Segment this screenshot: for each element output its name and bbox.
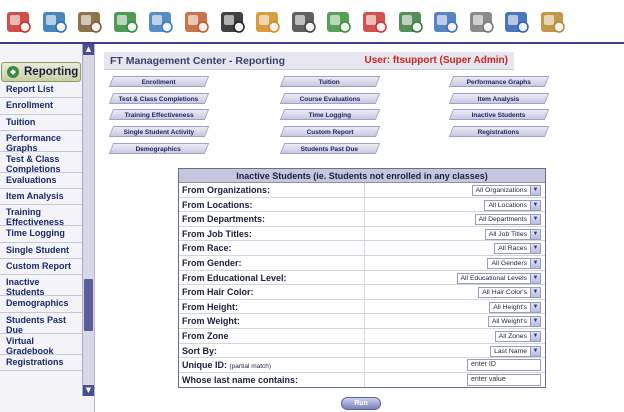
main-content (96, 44, 624, 412)
sidebar-item-custom-report[interactable]: Custom Report (0, 259, 82, 275)
filter-row (179, 373, 545, 388)
filter-select-value: All Locations (488, 201, 527, 209)
filter-select-value: All Genders (491, 259, 527, 267)
filter-row (179, 300, 545, 315)
filter-label (179, 300, 365, 314)
filter-label (179, 344, 365, 358)
filter-row (179, 241, 545, 256)
nav-button-label: Item Analysis (477, 96, 520, 103)
nav-button-training-effectiveness[interactable] (109, 109, 209, 120)
nav-button-label: Registrations (477, 129, 520, 136)
filter-select-value: All Organizations (475, 187, 527, 194)
filter-select[interactable] (485, 229, 541, 240)
filter-control-cell (365, 344, 545, 358)
filter-label-text: From Zone (182, 330, 229, 341)
help-user-icon[interactable] (502, 4, 532, 38)
filter-label-note: (partial match) (229, 363, 272, 371)
sidebar-item-enrollment[interactable]: Enrollment (0, 98, 82, 114)
filter-label-text: From Weight: (182, 316, 240, 327)
sidebar-list (0, 82, 82, 371)
sidebar-item-virtual-gradebook[interactable]: Virtual Gradebook (0, 334, 82, 355)
sidebar-heading-label: Reporting (24, 66, 79, 78)
filter-label (179, 241, 365, 255)
scrollbar-thumb[interactable] (84, 279, 93, 331)
chevron-down-icon[interactable]: ▼ (530, 186, 540, 195)
add-window-icon[interactable] (324, 4, 354, 38)
filter-control-cell (365, 271, 545, 285)
filter-label (179, 183, 365, 197)
chevron-down-icon[interactable]: ▼ (530, 332, 540, 341)
chevron-down-icon[interactable]: ▼ (530, 303, 540, 312)
sidebar-scrollbar[interactable] (82, 44, 94, 396)
filter-select-value: All Height's (493, 303, 527, 311)
filter-row (179, 314, 545, 329)
filter-select[interactable] (472, 185, 541, 196)
chevron-down-icon[interactable]: ▼ (530, 201, 540, 210)
filter-label (179, 256, 365, 270)
tree-icon[interactable] (111, 4, 141, 38)
settings-gears-icon[interactable] (467, 4, 497, 38)
graduate-icon[interactable] (218, 4, 248, 38)
nav-button-custom-report[interactable] (280, 126, 380, 137)
filter-label (179, 329, 365, 343)
sidebar-item-students-past-due[interactable]: Students Past Due (0, 313, 82, 334)
nav-button-label: Custom Report (306, 129, 354, 136)
filter-select-value: All Races (498, 245, 527, 253)
nav-button-students-past-due[interactable] (280, 143, 380, 154)
filter-row (179, 344, 545, 359)
filter-select-value: All Hair Color's (482, 289, 527, 297)
film-reel-icon[interactable] (289, 4, 319, 38)
filter-rows (179, 183, 545, 387)
nav-button-single-student-activity[interactable] (109, 126, 209, 137)
filter-select-value: All Weight's (491, 318, 527, 326)
icon-toolbar (0, 0, 624, 42)
filter-select[interactable] (490, 346, 541, 357)
filter-label (179, 271, 365, 285)
filter-control-cell (365, 183, 545, 197)
sidebar-item-inactive-students[interactable]: Inactive Students (0, 275, 82, 296)
exit-door-icon[interactable] (538, 4, 568, 38)
filter-select[interactable] (457, 273, 542, 284)
user-label: User: ftsupport (Super Admin) (364, 55, 508, 66)
filter-label-text: Unique ID: (182, 360, 227, 371)
page-title: FT Management Center - Reporting (110, 54, 286, 67)
sidebar-item-evaluations[interactable]: Evaluations (0, 173, 82, 189)
nav-button-course-evaluations[interactable] (280, 93, 380, 104)
nav-button-label: Single Student Activity (123, 129, 194, 136)
filter-select[interactable] (495, 331, 541, 342)
filter-label (179, 314, 365, 328)
filter-row (179, 358, 545, 373)
unique-id-input[interactable]: enter ID (467, 359, 541, 371)
filter-label (179, 358, 365, 372)
filter-label-text: Whose last name contains: (182, 374, 299, 385)
nav-button-label: Enrollment (141, 79, 176, 86)
user-check-icon[interactable] (40, 4, 70, 38)
nav-button-registrations[interactable] (449, 126, 549, 137)
filter-control-cell (365, 373, 545, 388)
sidebar-item-training-effectiveness[interactable]: Training Effectiveness (0, 205, 82, 226)
nav-button-label: Training Effectiveness (124, 112, 194, 119)
filter-label (179, 198, 365, 212)
sidebar-item-demographics[interactable]: Demographics (0, 296, 82, 312)
filter-header: Inactive Students (ie. Students not enrolled in any classes) (179, 169, 545, 183)
nav-button-label: Performance Graphs (466, 79, 531, 86)
run-button[interactable]: Run (341, 397, 381, 410)
sidebar-item-performance-graphs[interactable]: Performance Graphs (0, 131, 82, 152)
chevron-down-icon[interactable]: ▼ (530, 274, 540, 283)
chevron-down-icon[interactable]: ▼ (530, 230, 540, 239)
filter-select-value: All Departments (478, 216, 527, 224)
filter-label-text: From Height: (182, 301, 238, 312)
filter-row (179, 198, 545, 213)
instructor-icon[interactable] (396, 4, 426, 38)
sidebar (0, 44, 95, 412)
last-name-input[interactable]: enter value (467, 374, 541, 386)
org-chart-icon[interactable] (146, 4, 176, 38)
certificate-icon[interactable] (253, 4, 283, 38)
nav-button-label: Demographics (136, 146, 182, 153)
nav-button-test-class-completions[interactable] (109, 93, 209, 104)
filter-select[interactable] (484, 200, 541, 211)
filter-control-cell (365, 227, 545, 241)
nav-button-label: Students Past Due (300, 146, 359, 153)
group-users-icon[interactable] (182, 4, 212, 38)
sidebar-item-registrations[interactable]: Registrations (0, 355, 82, 371)
chevron-down-icon[interactable]: ▼ (530, 317, 540, 326)
nav-button-inactive-students[interactable] (449, 109, 549, 120)
filter-label-text: From Educational Level: (182, 272, 287, 283)
filter-select-value: All Job Titles (488, 230, 527, 238)
filter-row (179, 212, 545, 227)
reporting-icon (6, 65, 20, 79)
filter-label (179, 212, 365, 226)
filter-control-cell (365, 212, 545, 226)
filter-label-text: Sort By: (182, 345, 218, 356)
home-icon[interactable] (4, 4, 34, 38)
filter-label (179, 285, 365, 299)
filter-select-value: All Educational Levels (460, 274, 527, 282)
nav-button-demographics[interactable] (109, 143, 209, 154)
filter-label-text: From Gender: (182, 257, 242, 268)
filter-panel (178, 168, 546, 388)
filter-select-value: All Zones (498, 332, 527, 340)
title-bar (104, 52, 514, 70)
filter-control-cell (365, 329, 545, 343)
filter-control-cell (365, 198, 545, 212)
chevron-down-icon[interactable]: ▼ (530, 244, 540, 253)
filter-select-value: Last Name (494, 347, 527, 355)
filter-label (179, 373, 365, 388)
filter-row (179, 285, 545, 300)
filter-row (179, 271, 545, 286)
checklist-icon[interactable] (360, 4, 390, 38)
filter-row (179, 227, 545, 242)
sidebar-item-test-class-completions[interactable]: Test & Class Completions (0, 152, 82, 173)
filter-label-text: From Job Titles: (182, 228, 252, 239)
nav-button-label: Course Evaluations (299, 96, 360, 103)
filter-select[interactable] (487, 258, 541, 269)
filter-label-text: From Organizations: (182, 185, 271, 195)
filter-label-text: From Locations: (182, 199, 253, 210)
filter-row (179, 183, 545, 198)
book-icon[interactable] (75, 4, 105, 38)
nav-button-tuition[interactable] (280, 76, 380, 87)
chevron-down-icon[interactable]: ▼ (530, 288, 540, 297)
filter-label-text: From Hair Color: (182, 287, 254, 298)
filter-label (179, 227, 365, 241)
nav-button-label: Tuition (319, 79, 341, 86)
sidebar-item-tuition[interactable]: Tuition (0, 115, 82, 131)
sidebar-heading (1, 62, 81, 82)
chevron-down-icon[interactable]: ▼ (530, 215, 540, 224)
scroll-down-icon[interactable]: ▼ (83, 385, 94, 396)
filter-control-cell (365, 314, 545, 328)
nav-button-label: Test & Class Completions (118, 96, 199, 103)
chevron-down-icon[interactable]: ▼ (530, 259, 540, 268)
sidebar-item-report-list[interactable]: Report List (0, 82, 82, 98)
nav-button-time-logging[interactable] (280, 109, 380, 120)
chevron-down-icon[interactable]: ▼ (530, 347, 540, 356)
nav-button-label: Time Logging (308, 112, 351, 119)
filter-row (179, 256, 545, 271)
nav-button-performance-graphs[interactable] (449, 76, 549, 87)
nav-button-item-analysis[interactable] (449, 93, 549, 104)
filter-control-cell (365, 358, 545, 372)
filter-select[interactable] (488, 316, 541, 327)
filter-select[interactable] (475, 214, 541, 225)
filter-select[interactable] (494, 243, 541, 254)
filter-row (179, 329, 545, 344)
filter-label-text: From Race: (182, 243, 232, 254)
scroll-up-icon[interactable]: ▲ (83, 44, 94, 55)
sidebar-item-item-analysis[interactable]: Item Analysis (0, 189, 82, 205)
filter-control-cell (365, 241, 545, 255)
nav-button-label: Inactive Students (471, 112, 526, 119)
filter-label-text: From Departments: (182, 214, 266, 225)
nav-button-enrollment[interactable] (109, 76, 209, 87)
filter-select[interactable] (478, 287, 541, 298)
filter-select[interactable] (489, 302, 541, 313)
filter-control-cell (365, 300, 545, 314)
sidebar-item-single-student[interactable]: Single Student (0, 243, 82, 259)
sidebar-item-time-logging[interactable]: Time Logging (0, 226, 82, 242)
filter-control-cell (365, 285, 545, 299)
calendar-grid-icon[interactable] (431, 4, 461, 38)
filter-control-cell (365, 256, 545, 270)
